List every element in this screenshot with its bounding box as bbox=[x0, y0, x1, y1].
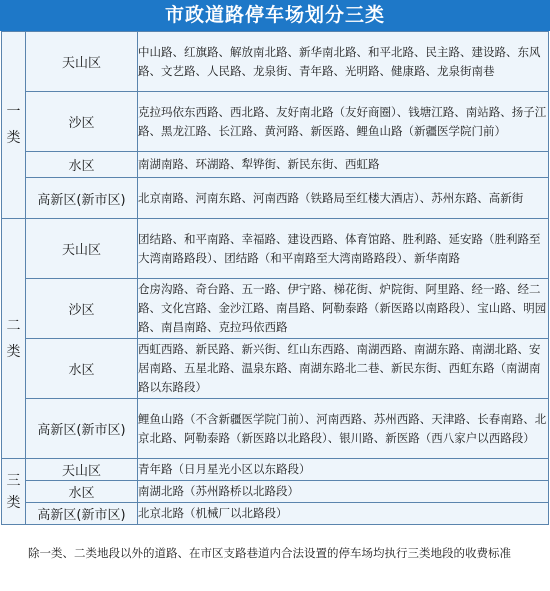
district-cell: 高新区(新市区) bbox=[26, 178, 138, 219]
table-row bbox=[2, 32, 549, 92]
district-cell: 天山区 bbox=[26, 32, 138, 92]
district-cell: 沙区 bbox=[26, 92, 138, 152]
class-label-3-char-1: 三 bbox=[6, 472, 21, 489]
class-label-2-char-2: 类 bbox=[6, 343, 21, 360]
class-label-1 bbox=[2, 32, 26, 219]
class-label-2 bbox=[2, 219, 26, 459]
district-cell: 高新区(新市区) bbox=[26, 399, 138, 459]
table-row bbox=[2, 481, 549, 503]
class-label-2-char-1: 二 bbox=[6, 317, 21, 334]
district-cell: 沙区 bbox=[26, 279, 138, 339]
roads-cell: 南湖南路、环湖路、犁铧街、新民东街、西虹路 bbox=[138, 152, 549, 178]
table-row bbox=[2, 503, 549, 525]
roads-cell: 仓房沟路、奇台路、五一路、伊宁路、梯花街、炉院街、阿里路、经一路、经二路、文化宫路、金沙江路、南昌路、阿勒泰路（新医路以南路段）、宝山路、明园路、南昌南路、克拉玛依西路 bbox=[138, 279, 549, 339]
roads-cell: 青年路（日月星光小区以东路段） bbox=[138, 459, 549, 481]
district-cell: 天山区 bbox=[26, 459, 138, 481]
roads-cell: 南湖北路（苏州路桥以北路段） bbox=[138, 481, 549, 503]
district-cell: 天山区 bbox=[26, 219, 138, 279]
roads-cell: 北京南路、河南东路、河南西路（铁路局至红楼大酒店）、苏州东路、高新街 bbox=[138, 178, 549, 219]
district-cell: 高新区(新市区) bbox=[26, 503, 138, 525]
table-row bbox=[2, 279, 549, 339]
district-cell: 水区 bbox=[26, 339, 138, 399]
roads-cell: 团结路、和平南路、幸福路、建设西路、体育馆路、胜利路、延安路（胜利路至大湾南路路段）、团结路（和平南路至大湾南路路段）、新华南路 bbox=[138, 219, 549, 279]
roads-cell: 中山路、红旗路、解放南北路、新华南北路、和平北路、民主路、建设路、东风路、文艺路、人民路、龙泉街、青年路、光明路、健康路、龙泉街南巷 bbox=[138, 32, 549, 92]
roads-cell: 克拉玛依东西路、西北路、友好南北路（友好商圈）、钱塘江路、南站路、扬子江路、黑龙江路、长江路、黄河路、新医路、鲤鱼山路（新疆医学院门前） bbox=[138, 92, 549, 152]
footnote: 除一类、二类地段以外的道路、在市区支路巷道内合法设置的停车场均执行三类地段的收费标准 bbox=[28, 546, 511, 560]
parking-classification-table bbox=[1, 31, 549, 525]
table-row bbox=[2, 339, 549, 399]
table-row bbox=[2, 152, 549, 178]
roads-cell: 西虹西路、新民路、新兴街、红山东西路、南湖西路、南湖东路、南湖北路、安居南路、五星北路、温泉东路、南湖东路北二巷、新民东街、西虹东路（南湖南路以东路段） bbox=[138, 339, 549, 399]
class-label-1-char-2: 类 bbox=[6, 130, 21, 146]
table-row bbox=[2, 219, 549, 279]
district-cell: 水区 bbox=[26, 481, 138, 503]
district-cell: 水区 bbox=[26, 152, 138, 178]
roads-cell: 鲤鱼山路（不含新疆医学院门前）、河南西路、苏州西路、天津路、长春南路、北京北路、阿勒泰路（新医路以北路段）、银川路、新医路（西八家户以西路段） bbox=[138, 399, 549, 459]
class-label-3-char-2: 类 bbox=[6, 494, 21, 511]
table-row bbox=[2, 459, 549, 481]
class-label-1-char-1: 一 bbox=[6, 104, 21, 120]
class-label-3 bbox=[2, 459, 26, 525]
table-row bbox=[2, 92, 549, 152]
roads-cell: 北京北路（机械厂以北路段） bbox=[138, 503, 549, 525]
table-row bbox=[2, 178, 549, 219]
table-row bbox=[2, 399, 549, 459]
page-title: 市政道路停车场划分三类 bbox=[0, 0, 550, 31]
